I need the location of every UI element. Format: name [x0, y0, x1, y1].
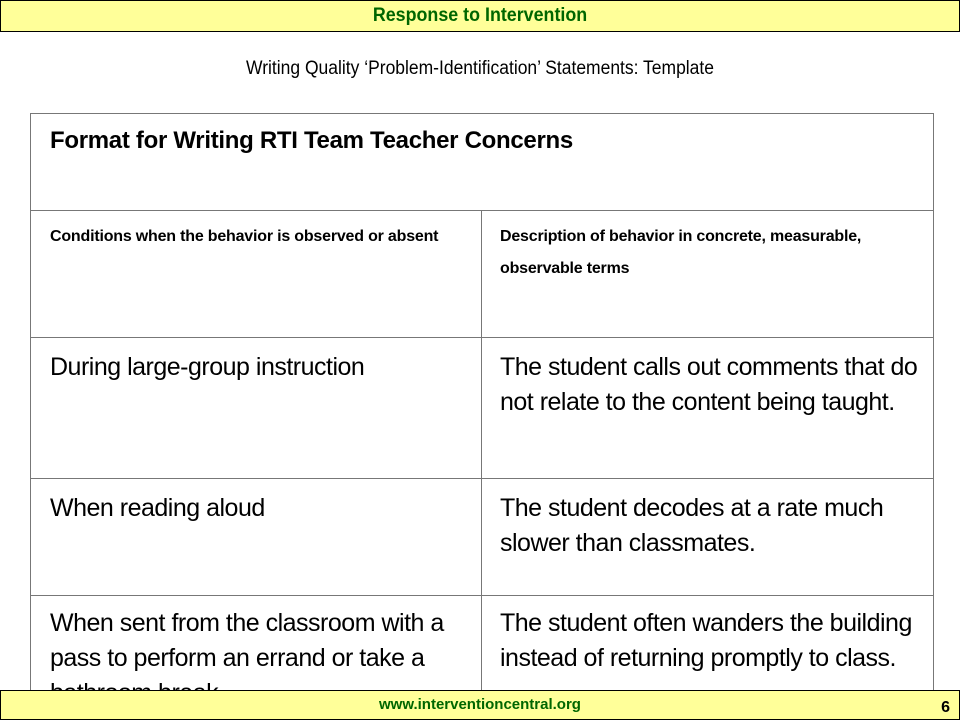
footer-url: www.interventioncentral.org [379, 696, 581, 713]
condition-text: When reading aloud [50, 494, 265, 522]
footer-banner [0, 690, 960, 720]
table-row [31, 338, 934, 479]
table-cell [31, 479, 482, 596]
table-heading: Format for Writing RTI Team Teacher Concerns [50, 127, 573, 154]
table-row [31, 479, 934, 596]
header-banner [0, 0, 960, 32]
concerns-table [30, 113, 934, 717]
description-text: The student often wanders the building instead of returning promptly to class. [500, 609, 912, 672]
header-title: Response to Intervention [372, 5, 588, 26]
column-header-row [31, 211, 934, 338]
page-number: 6 [941, 699, 950, 716]
column-header-cell [482, 211, 934, 338]
table-heading-row [31, 114, 934, 211]
table-cell [482, 338, 934, 479]
table-cell [31, 338, 482, 479]
column-header-description: Description of behavior in concrete, measurable, observable terms [500, 228, 862, 277]
condition-text: During large-group instruction [50, 353, 365, 381]
column-header-conditions: Conditions when the behavior is observed or absent [50, 228, 439, 245]
table-cell [482, 479, 934, 596]
description-text: The student decodes at a rate much slower than classmates. [500, 494, 884, 557]
page-subtitle: Writing Quality ‘Problem-Identification’ Statements: Template [246, 58, 714, 79]
column-header-cell [31, 211, 482, 338]
description-text: The student calls out comments that do not relate to the content being taught. [500, 353, 918, 416]
condition-text: When sent from the classroom with a pass to perform an errand or take a [50, 609, 444, 672]
table-heading-cell [31, 114, 934, 211]
